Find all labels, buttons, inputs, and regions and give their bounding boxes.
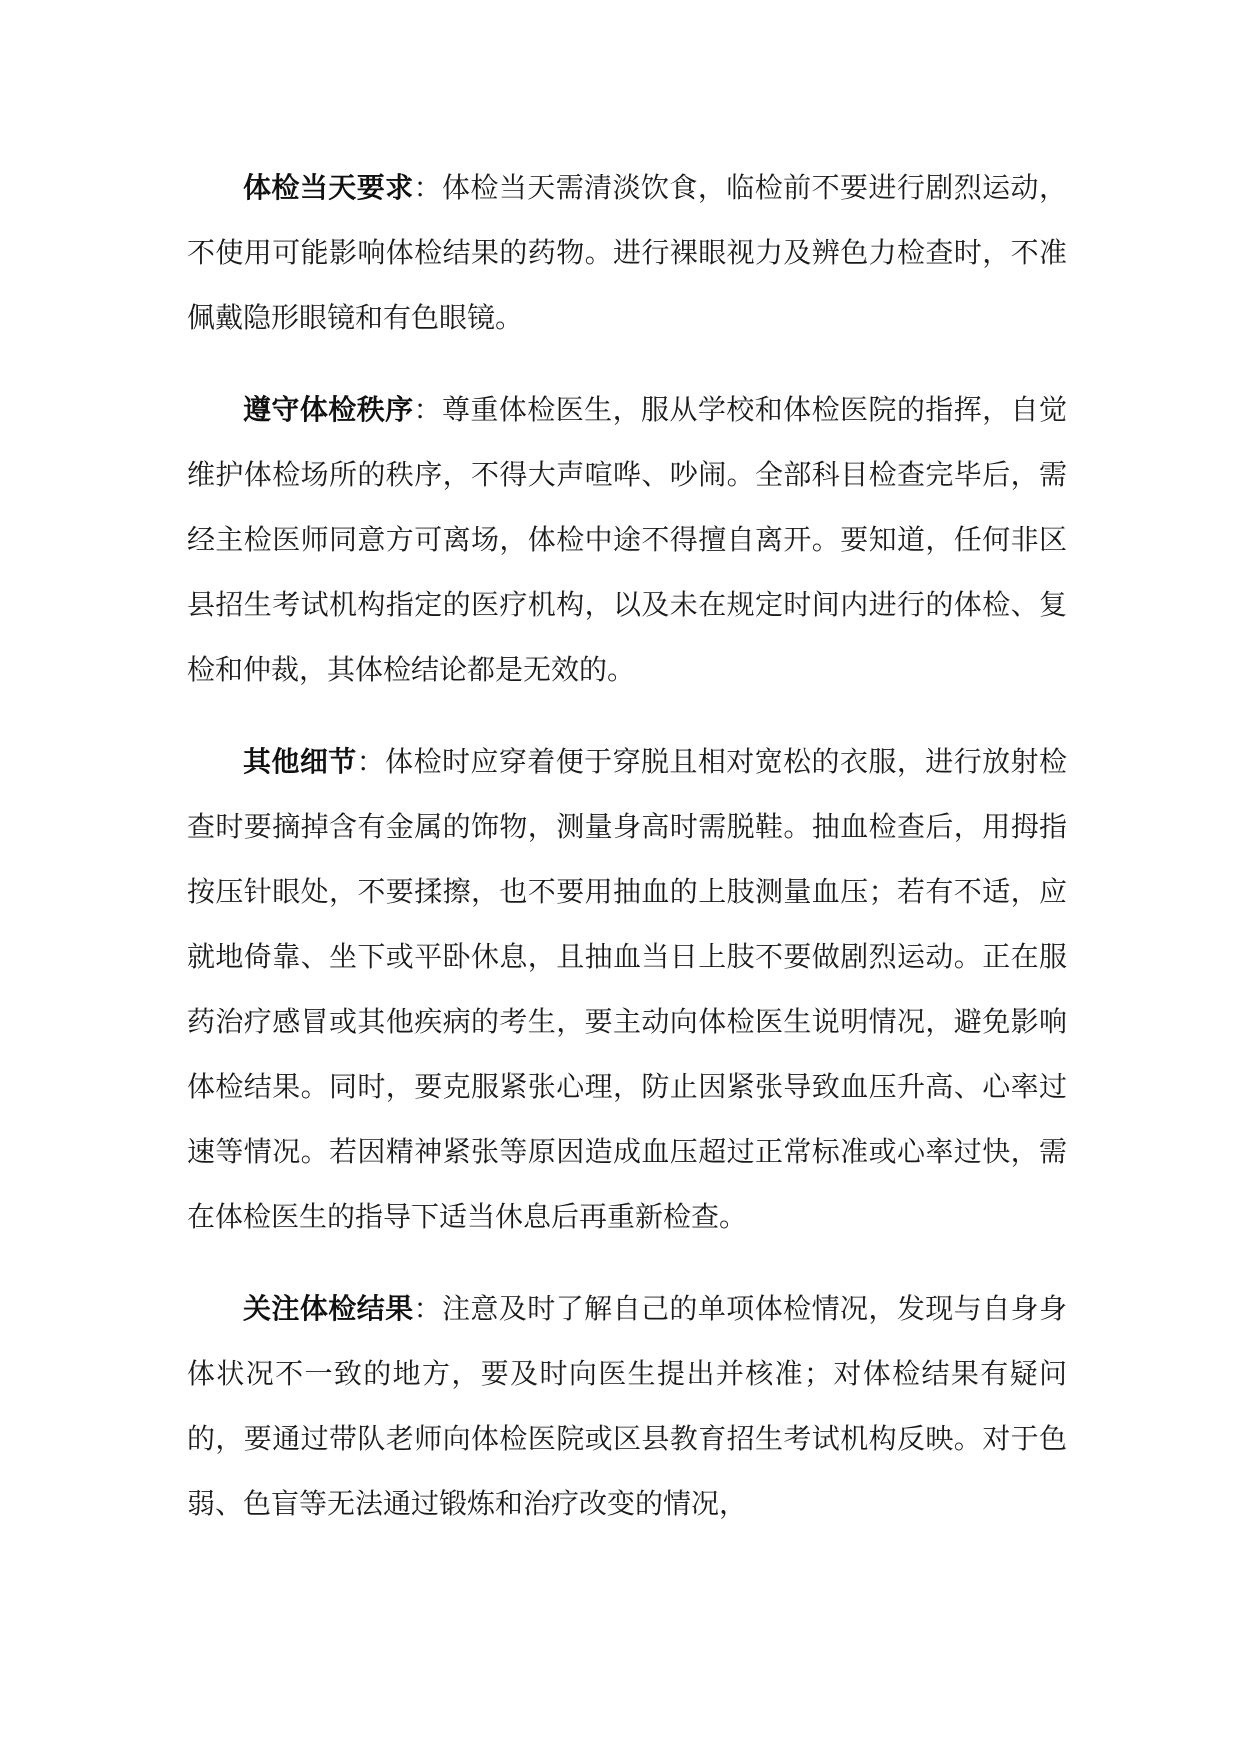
paragraph-exam-order — [187, 377, 1067, 702]
paragraph-exam-day-requirements — [187, 155, 1067, 350]
paragraph-text: ：尊重体检医生，服从学校和体检医院的指挥，自觉维护体检场所的秩序，不得大声喧哗、吵闹。全部科目检查完毕后，需经主检医师同意方可离场，体检中途不得擅自离开。要知道，任何非区县招生考试机构指定的医疗机构，以及未在规定时间内进行的体检、复检和仲裁，其体检结论都是无效的。 — [187, 393, 1067, 686]
document-body — [187, 155, 1067, 1563]
paragraph-heading: 关注体检结果 — [243, 1292, 414, 1325]
paragraph-heading: 体检当天要求 — [243, 171, 414, 204]
paragraph-heading: 其他细节 — [243, 745, 357, 778]
paragraph-text: ：体检时应穿着便于穿脱且相对宽松的衣服，进行放射检查时要摘掉含有金属的饰物，测量身高时需脱鞋。抽血检查后，用拇指按压针眼处，不要揉擦，也不要用抽血的上肢测量血压；若有不适，应就地倚靠、坐下或平卧休息，且抽血当日上肢不要做剧烈运动。正在服药治疗感冒或其他疾病的考生，要主动向体检医生说明情况，避免影响体检结果。同时，要克服紧张心理，防止因紧张导致血压升高、心率过速等情况。若因精神紧张等原因造成血压超过正常标准或心率过快，需在体检医生的指导下适当休息后再重新检查。 — [187, 745, 1067, 1233]
paragraph-heading: 遵守体检秩序 — [243, 393, 414, 426]
paragraph-text: ：注意及时了解自己的单项体检情况，发现与自身身体状况不一致的地方，要及时向医生提出并核准；对体检结果有疑问的，要通过带队老师向体检医院或区县教育招生考试机构反映。对于色弱、色盲等无法通过锻炼和治疗改变的情况， — [187, 1292, 1067, 1520]
paragraph-other-details — [187, 729, 1067, 1249]
paragraph-exam-results — [187, 1276, 1067, 1536]
paragraph-text: ：体检当天需清淡饮食，临检前不要进行剧烈运动，不使用可能影响体检结果的药物。进行裸眼视力及辨色力检查时，不准佩戴隐形眼镜和有色眼镜。 — [187, 171, 1067, 334]
